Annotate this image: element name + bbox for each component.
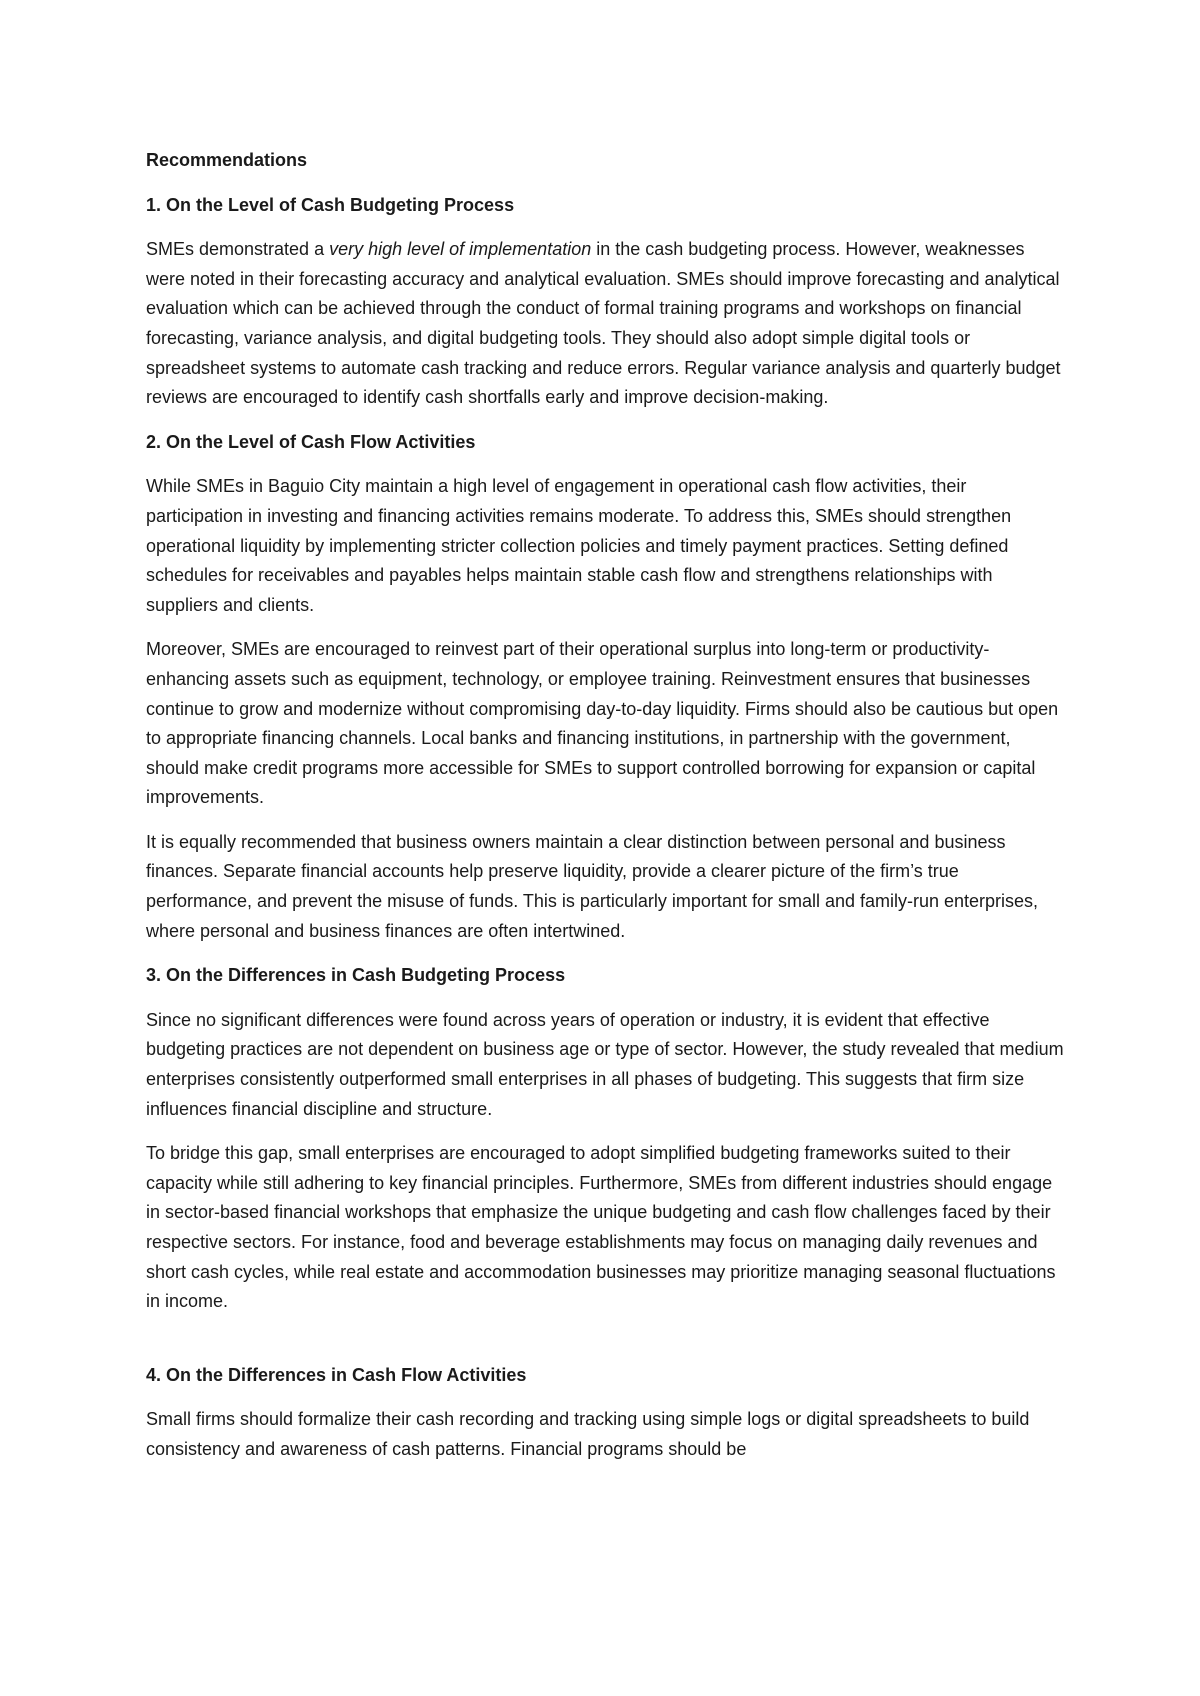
document-title: Recommendations [146, 150, 308, 170]
paragraph-text: in the cash budgeting process. However, weaknesses were noted in their forecasting accuracy and analytical evaluation. SMEs should improve forecasting and analytical evaluation which can be achieved through the conduct of formal training programs and workshops on financial forecasting, variance analysis, and digital budgeting tools. They should also adopt simple digital tools or spreadsheet systems to automate cash tracking and reduce errors. Regular variance analysis and quarterly budget reviews are encouraged to identify cash shortfalls early and improve decision-making. [146, 239, 1061, 408]
section-2-paragraph-1: While SMEs in Baguio City maintain a high level of engagement in operational cash flow activities, their participation in investing and financing activities remains moderate. To address this, SMEs should strengthen operational liquidity by implementing stricter collection policies and timely payment practices. Setting defined schedules for receivables and payables helps maintain stable cash flow and strengthens relationships with suppliers and clients. [146, 476, 1012, 615]
section-1-paragraph-1 [146, 235, 1066, 413]
paragraph-text: SMEs demonstrated a [146, 239, 330, 260]
section-heading-1: 1. On the Level of Cash Budgeting Process [146, 194, 515, 215]
section-4-paragraph-1: Small firms should formalize their cash recording and tracking using simple logs or digital spreadsheets to build consistency and awareness of cash patterns. Financial programs should be [146, 1409, 1030, 1459]
blank-line [146, 1332, 1066, 1361]
section-heading-2: 2. On the Level of Cash Flow Activities [146, 431, 476, 452]
section-heading-3: 3. On the Differences in Cash Budgeting Process [146, 965, 566, 986]
document-page [146, 146, 1066, 1480]
section-2-paragraph-2: Moreover, SMEs are encouraged to reinvest part of their operational surplus into long-term or productivity-enhancing assets such as equipment, technology, or employee training. Reinvestment ensures that businesses continue to grow and modernize without compromising day-to-day liquidity. Firms should also be cautious but open to appropriate financing channels. Local banks and financing institutions, in partnership with the government, should make credit programs more accessible for SMEs to support controlled borrowing for expansion or capital improvements. [146, 639, 1059, 808]
emphasized-text: very high level of implementation [329, 239, 592, 260]
section-3-paragraph-1: Since no significant differences were found across years of operation or industry, it is evident that effective budgeting practices are not dependent on business age or type of sector. However, the study revealed that medium enterprises consistently outperformed small enterprises in all phases of budgeting. This suggests that firm size influences financial discipline and structure. [146, 1009, 1064, 1119]
section-2-paragraph-3: It is equally recommended that business owners maintain a clear distinction between personal and business finances. Separate financial accounts help preserve liquidity, provide a clearer picture of the firm’s true performance, and prevent the misuse of funds. This is particularly important for small and family-run enterprises, where personal and business finances are often intertwined. [146, 831, 1039, 941]
section-heading-4: 4. On the Differences in Cash Flow Activities [146, 1364, 527, 1385]
section-3-paragraph-2: To bridge this gap, small enterprises are encouraged to adopt simplified budgeting frameworks suited to their capacity while still adhering to key financial principles. Furthermore, SMEs from different industries should engage in sector-based financial workshops that emphasize the unique budgeting and cash flow challenges faced by their respective sectors. For instance, food and beverage establishments may focus on managing daily revenues and short cash cycles, while real estate and accommodation businesses may prioritize managing seasonal fluctuations in income. [146, 1143, 1056, 1312]
